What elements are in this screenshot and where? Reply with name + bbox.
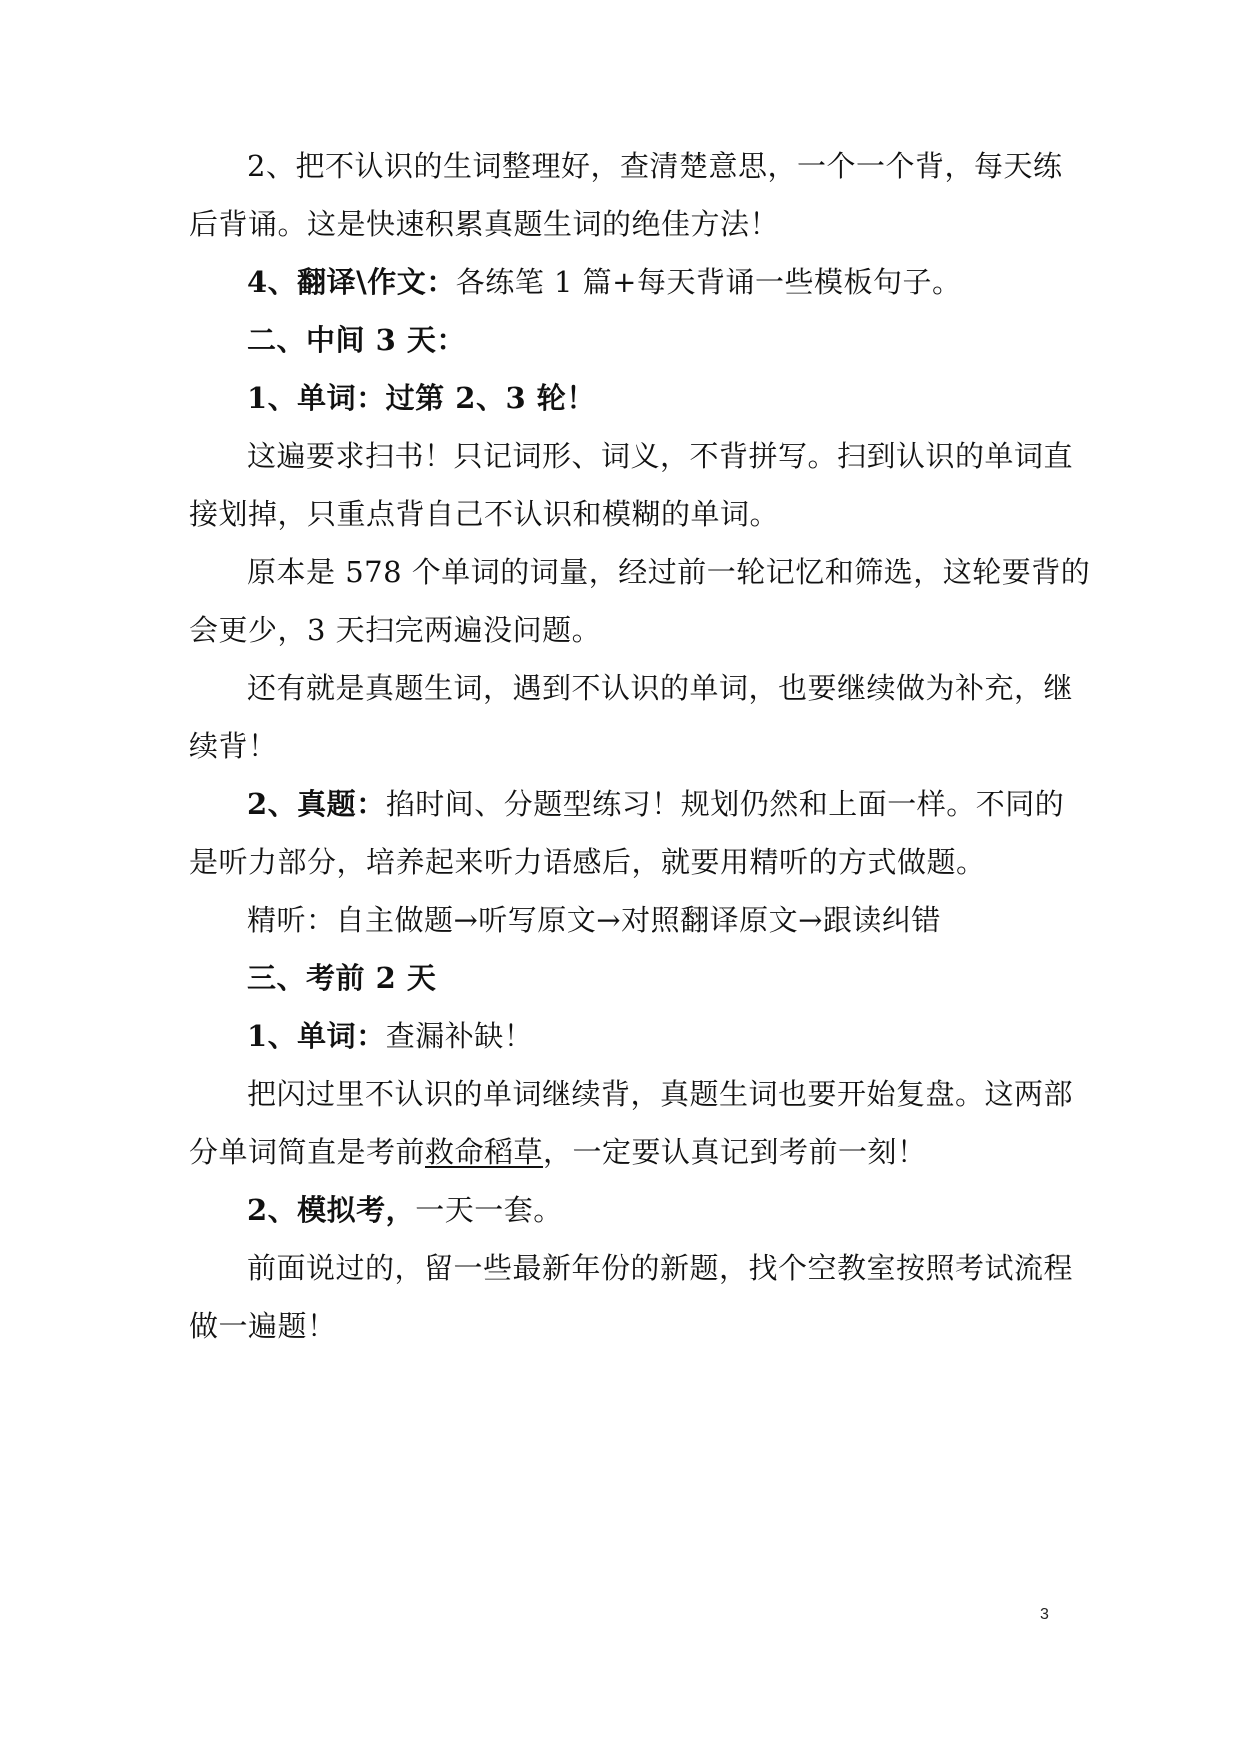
paragraph-line: 2、把不认识的生词整理好，查清楚意思，一个一个背，每天练 — [247, 149, 1063, 183]
paragraph-line: 精听：自主做题→听写原文→对照翻译原文→跟读纠错 — [247, 903, 941, 937]
paragraph-text: 查漏补缺！ — [385, 1019, 534, 1053]
sub-heading: 1、单词：过第 2、3 轮！ — [247, 381, 596, 415]
paragraph-text: ，一定要认真记到考前一刻！ — [543, 1135, 927, 1169]
page-number: 3 — [1040, 1606, 1049, 1623]
section-label: 2、真题： — [247, 787, 386, 821]
paragraph-text: 分单词简直是考前 — [189, 1135, 426, 1169]
paragraph-line: 续背！ — [189, 729, 278, 763]
underlined-phrase: 救命稻草 — [425, 1135, 544, 1169]
paragraph-translation-writing — [247, 262, 961, 302]
paragraph-line: 接划掉，只重点背自己不认识和模糊的单词。 — [189, 497, 780, 531]
paragraph-text: 各练笔 1 篇+每天背诵一些模板句子。 — [455, 265, 962, 299]
section-label: 1、单词： — [247, 1019, 386, 1053]
paragraph-words — [247, 1016, 533, 1056]
section-heading: 二、中间 3 天： — [247, 323, 466, 357]
paragraph-text: 一天一套。 — [415, 1193, 563, 1227]
paragraph-line — [189, 1132, 927, 1172]
paragraph-text: 掐时间、分题型练习！规划仍然和上面一样。不同的 — [385, 787, 1065, 821]
paragraph-real-exam — [247, 784, 1064, 824]
section-label: 2、模拟考， — [247, 1193, 416, 1227]
paragraph-line: 还有就是真题生词，遇到不认识的单词，也要继续做为补充，继 — [247, 671, 1074, 705]
paragraph-line: 原本是 578 个单词的词量，经过前一轮记忆和筛选，这轮要背的 — [247, 555, 1091, 589]
paragraph-line: 做一遍题！ — [189, 1309, 337, 1343]
paragraph-mock-exam — [247, 1190, 563, 1230]
section-label: 4、翻译\作文： — [247, 265, 456, 299]
paragraph-line: 把闪过里不认识的单词继续背，真题生词也要开始复盘。这两部 — [247, 1077, 1074, 1111]
paragraph-line: 是听力部分，培养起来听力语感后，就要用精听的方式做题。 — [189, 845, 986, 879]
section-heading: 三、考前 2 天 — [247, 961, 437, 995]
paragraph-line: 会更少，3 天扫完两遍没问题。 — [189, 613, 602, 647]
paragraph-line: 这遍要求扫书！只记词形、词义，不背拼写。扫到认识的单词直 — [247, 439, 1074, 473]
paragraph-line: 后背诵。这是快速积累真题生词的绝佳方法！ — [189, 207, 780, 241]
paragraph-line: 前面说过的，留一些最新年份的新题，找个空教室按照考试流程 — [247, 1251, 1074, 1285]
